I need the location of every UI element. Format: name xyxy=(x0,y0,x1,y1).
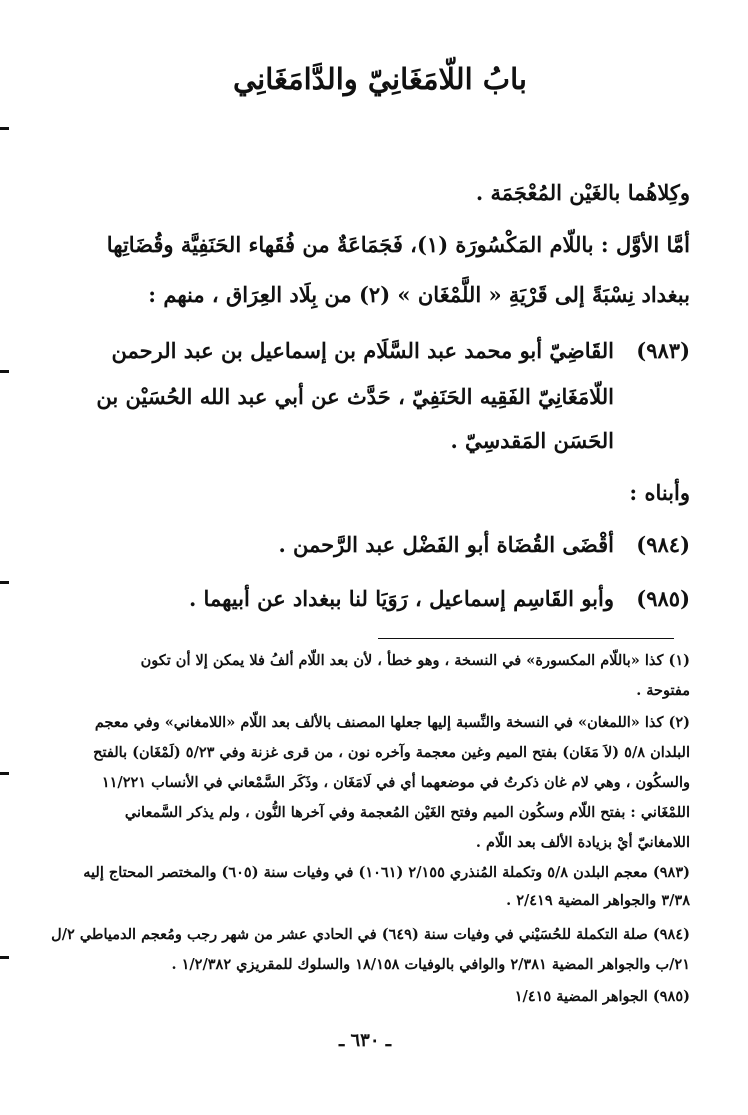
scan-edge-mark xyxy=(0,127,9,130)
footnote-2-line-1: (٢) كذا «اللمغان» في النسخة والنِّسبة إليها جعلها المصنف بالألف بعد اللّام «اللامغاني» وفي معجم xyxy=(94,714,690,731)
entry-983-line-1: القَاضِيّ أبو محمد عبد السَّلَام بن إسماعيل بن عبد الرحمن xyxy=(111,338,614,363)
intro-line-1: وكِلاهُما بالغَيْن المُعْجَمَة . xyxy=(475,180,690,205)
entry-number-983: (٩٨٣) xyxy=(636,338,690,363)
entry-985-line-1: وأبو القَاسِم إسماعيل ، رَوَيَا لنا ببغداد عن أبيهما . xyxy=(188,586,614,611)
entry-983-line-2: اللّامَغَانِيّ الفَقِيه الحَنَفِيّ ، حَدَّث عن أبي عبد الله الحُسَيْن بن xyxy=(96,384,614,409)
intro-line-3: ببغداد نِسْبَةً إلى قَرْيَةِ « اللَّمْغَان » (٢) من بِلَاد العِرَاق ، منهم : xyxy=(148,282,690,307)
entry-984-line-1: أقْضَى القُضَاة أبو الفَضْل عبد الرَّحمن . xyxy=(278,532,614,557)
footnote-1-line-1: (١) كذا «باللّام المكسورة» في النسخة ، وهو خطأ ، لأن بعد اللّام ألفُ فلا يمكن إلا أن تكون xyxy=(140,652,690,669)
entry-number-984: (٩٨٤) xyxy=(636,532,690,557)
footnote-983-line-1: (٩٨٣) معجم البلدن ٥/٨ وتكملة المُنذري ٢/١٥٥ (١٠٦١) في وفيات سنة (٦٠٥) والمختصر المحتاج إليه xyxy=(83,864,690,881)
footnote-divider xyxy=(378,638,674,639)
footnote-984-line-1: (٩٨٤) صلة التكملة للحُسَيْني في وفيات سنة (٦٤٩) في الحادي عشر من شهر رجب ومُعجم الدمياطي ٢/ل xyxy=(51,926,690,943)
page-number: ـ ٦٣٠ ـ xyxy=(338,1030,392,1051)
scan-edge-mark xyxy=(0,772,9,775)
scan-edge-mark xyxy=(0,956,9,959)
entry-983-line-3: الحَسَن المَقدسِيّ . xyxy=(450,428,614,453)
footnote-2-line-2: البلدان ٥/٨ (لاَ مَغَان) بفتح الميم وغين معجمة وآخره نون ، من قرى غزنة وفي ٥/٢٣ (لَمْغَان) بالفتح xyxy=(93,744,690,761)
footnote-2-line-5: اللامغانيّ أيْ بزيادة الألف بعد اللّام . xyxy=(475,834,690,851)
footnote-985-line-1: (٩٨٥) الجواهر المضية ١/٤١٥ xyxy=(514,988,690,1005)
scan-edge-mark xyxy=(0,370,9,373)
intro-line-2: أمَّا الأوَّل : باللّام المَكْسُورَة (١)، فَجَمَاعَةٌ من فُقَهاء الحَنَفِيَّة وقُضَاتِها xyxy=(106,232,690,257)
footnote-1-line-2: مفتوحة . xyxy=(636,682,690,699)
scan-edge-mark xyxy=(0,581,9,584)
footnote-2-line-3: والسكُون ، وهي لام غان ذكرتُ في موضعهما أي في لَامَغَان ، وذَكَر السَّمْعاني في الأنساب ١١/٢٢١ xyxy=(101,774,690,791)
entry-number-985: (٩٨٥) xyxy=(636,586,690,611)
footnote-983-line-2: ٣/٣٨ والجواهر المضية ٢/٤١٩ . xyxy=(506,892,690,909)
footnote-984-line-2: ٢١/ب والجواهر المضية ٢/٣٨١ والوافي بالوفيات ١٨/١٥٨ والسلوك للمقريزي ١/٢/٣٨٢ . xyxy=(171,956,690,973)
sons-heading: وأبناه : xyxy=(629,480,690,505)
chapter-title: بابُ اللّامَغَانِيّ والدَّامَغَانِي xyxy=(233,62,527,96)
footnote-2-line-4: اللمْغَاني : بفتح اللّام وسكُون الميم وفتح الغَيْن المُعجمة وفي آخرها النُّون ، ولم يذكر السَّمعاني xyxy=(124,804,690,821)
